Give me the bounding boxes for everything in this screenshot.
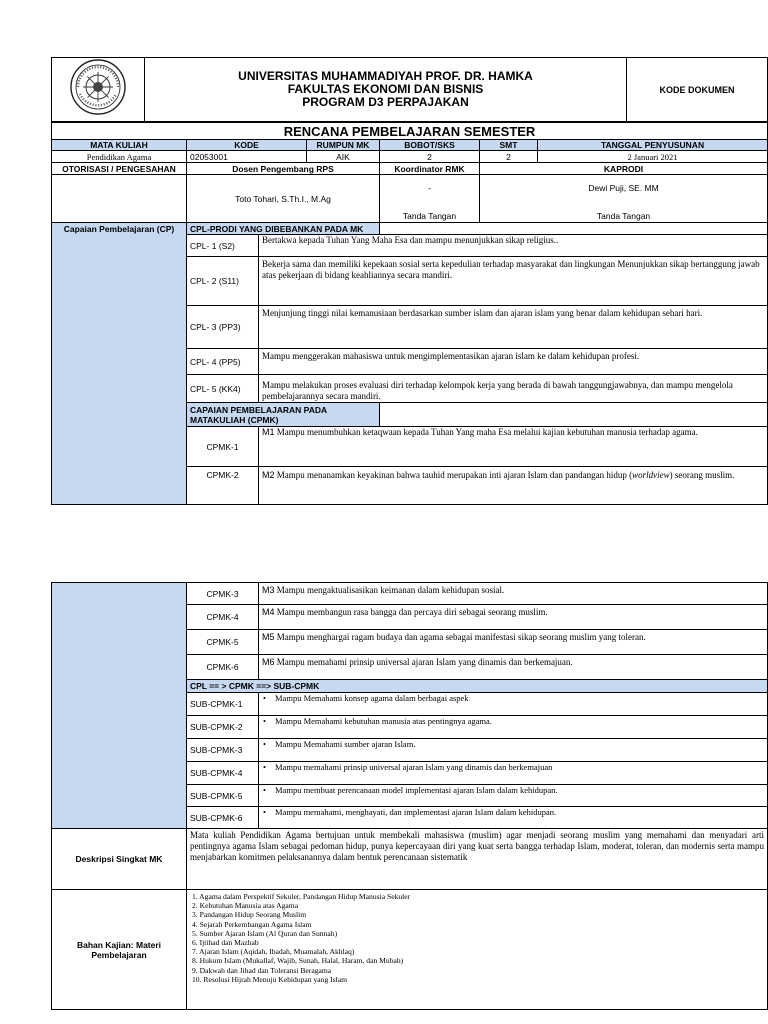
header-bobot-sks: BOBOT/SKS (380, 140, 480, 151)
value-tanggal: 2 Januari 2021 (538, 151, 768, 163)
cpmk-6-code: CPMK-6 (187, 655, 259, 680)
cpl-4-code: CPL- 4 (PP5) (187, 349, 259, 375)
cpmk-2-num: M2 (262, 470, 275, 480)
header-mata-kuliah: MATA KULIAH (52, 140, 187, 151)
sub-cpmk-2-text (259, 716, 768, 739)
cpmk-4-text: Mampu membangun rasa bangga dan percaya diri sebagai seorang muslim. (276, 607, 548, 617)
university-seal-logo (68, 58, 128, 116)
rps-page-2 (51, 582, 767, 1010)
deskripsi-label: Deskripsi Singkat MK (52, 829, 187, 890)
cpmk-1-text: Mampu menumbuhkan ketaqwaan kepada Tuhan Yang maha Esa melalui kajian kebutuhan manusia terhadap agama. (276, 427, 698, 437)
sub-cpmk-5-label: Mampu membuat perencanaan model implementasi ajaran Islam dalam kehidupan. (275, 785, 558, 795)
header-smt: SMT (480, 140, 538, 151)
sub-cpmk-4-text (259, 762, 768, 785)
sub-cpmk-6-label: Mampu memahami, menghayati, dan implementasi ajaran Islam dalam kehidupan. (275, 807, 557, 817)
cpl-1-code: CPL- 1 (S2) (187, 235, 259, 257)
sub-cpmk-4-label: Mampu memahami prinsip universal ajaran Islam yang dinamis dan berkemajuan (275, 762, 553, 772)
cpl-header: CPL-PRODI YANG DIBEBANKAN PADA MK (187, 223, 380, 235)
cpl-4-text: Mampu menggerakan mahasiswa untuk mengimplementasikan ajaran islam ke dalam kehidupan profesi. (259, 349, 768, 375)
cpl-5-text: Mampu melakukan proses evaluasi diri terhadap kelompok kerja yang berada di bawah tanggungjawabnya, dan mampu mengelola pembelajarannya secara mandiri. (259, 375, 768, 403)
koordinator-cell (380, 175, 480, 223)
kaprodi-cell (480, 175, 768, 223)
cpmk-2-code: CPMK-2 (187, 467, 259, 505)
sub-cpmk-1-code: SUB-CPMK-1 (187, 693, 259, 716)
cpmk-2-cell (259, 467, 768, 505)
koordinator-label: Koordinator RMK (380, 163, 480, 175)
cpmk-4-cell (259, 605, 768, 630)
mapping-header: CPL == > CPMK ==> SUB-CPMK (187, 680, 768, 693)
cpmk-2-text-italic: worldview (632, 470, 670, 480)
dosen-name: Toto Tohari, S.Th.I., M.Ag (187, 175, 380, 223)
bahan-item: 2. Kebutuhan Manusia atas Agama (192, 901, 299, 911)
bahan-item: 4. Sejarah Perkembangan Agama Islam (192, 919, 312, 929)
sub-cpmk-5-text (259, 785, 768, 807)
kaprodi-sign: Tanda Tangan (596, 211, 651, 221)
cpmk-5-code: CPMK-5 (187, 630, 259, 655)
cpmk-3-text: Mampu mengaktualisasikan keimanan dalam kehidupan sosial. (276, 585, 505, 595)
cpl-2-text: Bekerja sama dan memiliki kepekaan sosial serta kepedulian terhadap masyarakat dan lingkungan Menunjukkan sikap bertanggung jawab atas pekerjaan di bidang keahliannya secara mandiri. (259, 257, 768, 306)
cpl-2-code: CPL- 2 (S11) (187, 257, 259, 306)
koordinator-name: - (428, 183, 431, 193)
kode-dokumen: KODE DOKUMEN (627, 58, 768, 122)
document-title: RENCANA PEMBELAJARAN SEMESTER (52, 123, 768, 140)
bahan-item: 7. Ajaran Islam (Aqidah, Ibadah, Muamalah, Akhlaq) (192, 947, 355, 957)
header-tanggal: TANGGAL PENYUSUNAN (538, 140, 768, 151)
sub-cpmk-1-text (259, 693, 768, 716)
sub-cpmk-1-label: Mampu Memahami konsep agama dalam berbagai aspek (275, 693, 469, 703)
university-name: UNIVERSITAS MUHAMMADIYAH PROF. DR. HAMKA (238, 69, 533, 83)
bahan-kajian-list (190, 892, 764, 984)
value-mata-kuliah: Pendidikan Agama (52, 151, 187, 163)
header-kode: KODE (187, 140, 307, 151)
cpmk-6-cell (259, 655, 768, 680)
sub-cpmk-2-code: SUB-CPMK-2 (187, 716, 259, 739)
otorisasi-label: OTORISASI / PENGESAHAN (52, 163, 187, 175)
cpmk-5-num: M5 (262, 632, 275, 642)
otorisasi-blank (52, 175, 187, 223)
bahan-kajian-cell (187, 890, 768, 1010)
bahan-kajian-label: Bahan Kajian: Materi Pembelajaran (52, 890, 187, 1010)
bahan-item: 10. Resolusi Hijrah Menuju Kehidupan yang Islam (192, 974, 348, 984)
rps-continuation-table (51, 582, 768, 1010)
faculty-name: FAKULTAS EKONOMI DAN BISNIS (287, 82, 484, 96)
rps-header-table (51, 57, 768, 122)
dosen-label: Dosen Pengembang RPS (187, 163, 380, 175)
cpmk-2-text-post: ) seorang muslim. (669, 470, 735, 480)
sub-cpmk-2-label: Mampu Memahami kebutuhan manusia atas pentingnya agama. (275, 716, 492, 726)
bahan-item: 1. Agama dalam Perspektif Sekuler, Pandangan Hidup Manusia Sekuler (192, 892, 411, 901)
rps-main-table (51, 122, 768, 505)
cpmk-header-blank (380, 403, 768, 427)
cpmk-1-num: M1 (262, 427, 275, 437)
bahan-item: 8. Hukum Islam (Mukallaf, Wajib, Sunah, Halal, Haram, dan Mubah) (192, 956, 404, 966)
cpmk-5-cell (259, 630, 768, 655)
cpl-header-blank (380, 223, 768, 235)
cpmk-6-num: M6 (262, 657, 275, 667)
cpmk-5-text: Mampu menghargai ragam budaya dan agama sebagai manifestasi sikap seorang muslim yang toleran. (276, 632, 646, 642)
cpmk-2-text-pre: Mampu menanamkan keyakinan bahwa tauhid merupakan inti ajaran Islam dan pandangan hidup ( (276, 470, 633, 480)
sub-cpmk-6-code: SUB-CPMK-6 (187, 807, 259, 829)
sub-cpmk-4-code: SUB-CPMK-4 (187, 762, 259, 785)
header-rumpun-mk: RUMPUN MK (307, 140, 380, 151)
cpl-5-code: CPL- 5 (KK4) (187, 375, 259, 403)
cpmk-3-cell (259, 583, 768, 605)
sub-cpmk-6-text (259, 807, 768, 829)
cpmk-4-code: CPMK-4 (187, 605, 259, 630)
cpmk-1-code: CPMK-1 (187, 427, 259, 467)
cp-continued-label (52, 583, 187, 829)
value-kode: 02053001 (187, 151, 307, 163)
sub-cpmk-5-code: SUB-CPMK-5 (187, 785, 259, 807)
cpmk-6-text: Mampu memahami prinsip universal ajaran Islam yang dinamis dan berkemajuan. (276, 657, 573, 667)
sub-cpmk-3-text (259, 739, 768, 762)
rps-page-1 (51, 57, 767, 505)
kaprodi-name: Dewi Puji, SE. MM (588, 183, 659, 193)
cpmk-3-num: M3 (262, 585, 275, 595)
bahan-item: 3. Pandangan Hidup Seorang Muslim (192, 910, 307, 920)
sub-cpmk-3-label: Mampu Memahami sumber ajaran Islam. (275, 739, 416, 749)
program-name: PROGRAM D3 PERPAJAKAN (302, 95, 469, 109)
logo-cell (52, 58, 145, 122)
sub-cpmk-3-code: SUB-CPMK-3 (187, 739, 259, 762)
cpmk-3-code: CPMK-3 (187, 583, 259, 605)
cpl-3-text: Menjunjung tinggi nilai kemanusiaan berdasarkan sumber islam dan ajaran islam yang benar dalam kehidupan sehari hari. (259, 306, 768, 349)
cpl-3-code: CPL- 3 (PP3) (187, 306, 259, 349)
cpmk-header: CAPAIAN PEMBELAJARAN PADA MATAKULIAH (CPMK) (187, 403, 380, 427)
bahan-item: 6. Ijtihad dan Mazhab (192, 938, 259, 948)
value-bobot-sks: 2 (380, 151, 480, 163)
deskripsi-text: Mata kuliah Pendidikan Agama bertujuan untuk membekali mahasiswa (muslim) agar menjadi seorang muslim yang memahami dan menyadari arti pentingnya agama Islam sebagai pedoman hidup, punya kepercayaan diri yang kuat serta bangga terhadap Islam, moderat, toleran, dan modernis serta mampu menjabarkan komitmen pelaksanannya dalam bentuk perencanaan sistematik (187, 829, 768, 890)
value-rumpun-mk: AIK (307, 151, 380, 163)
bahan-item: 5. Sumber Ajaran Islam (Al Quran dan Sunnah) (192, 928, 338, 938)
cpl-1-text: Bertakwa kepada Tuhan Yang Maha Esa dan mampu menunjukkan sikap religius.. (259, 235, 768, 257)
cpmk-4-num: M4 (262, 607, 275, 617)
kaprodi-label: KAPRODI (480, 163, 768, 175)
cp-label: Capaian Pembelajaran (CP) (52, 223, 187, 505)
bahan-item: 9. Dakwah dan Jihad dan Toleransi Beragama (192, 965, 332, 975)
institution-title (145, 58, 627, 122)
cpmk-1-cell (259, 427, 768, 467)
value-smt: 2 (480, 151, 538, 163)
koordinator-sign: Tanda Tangan (402, 211, 457, 221)
